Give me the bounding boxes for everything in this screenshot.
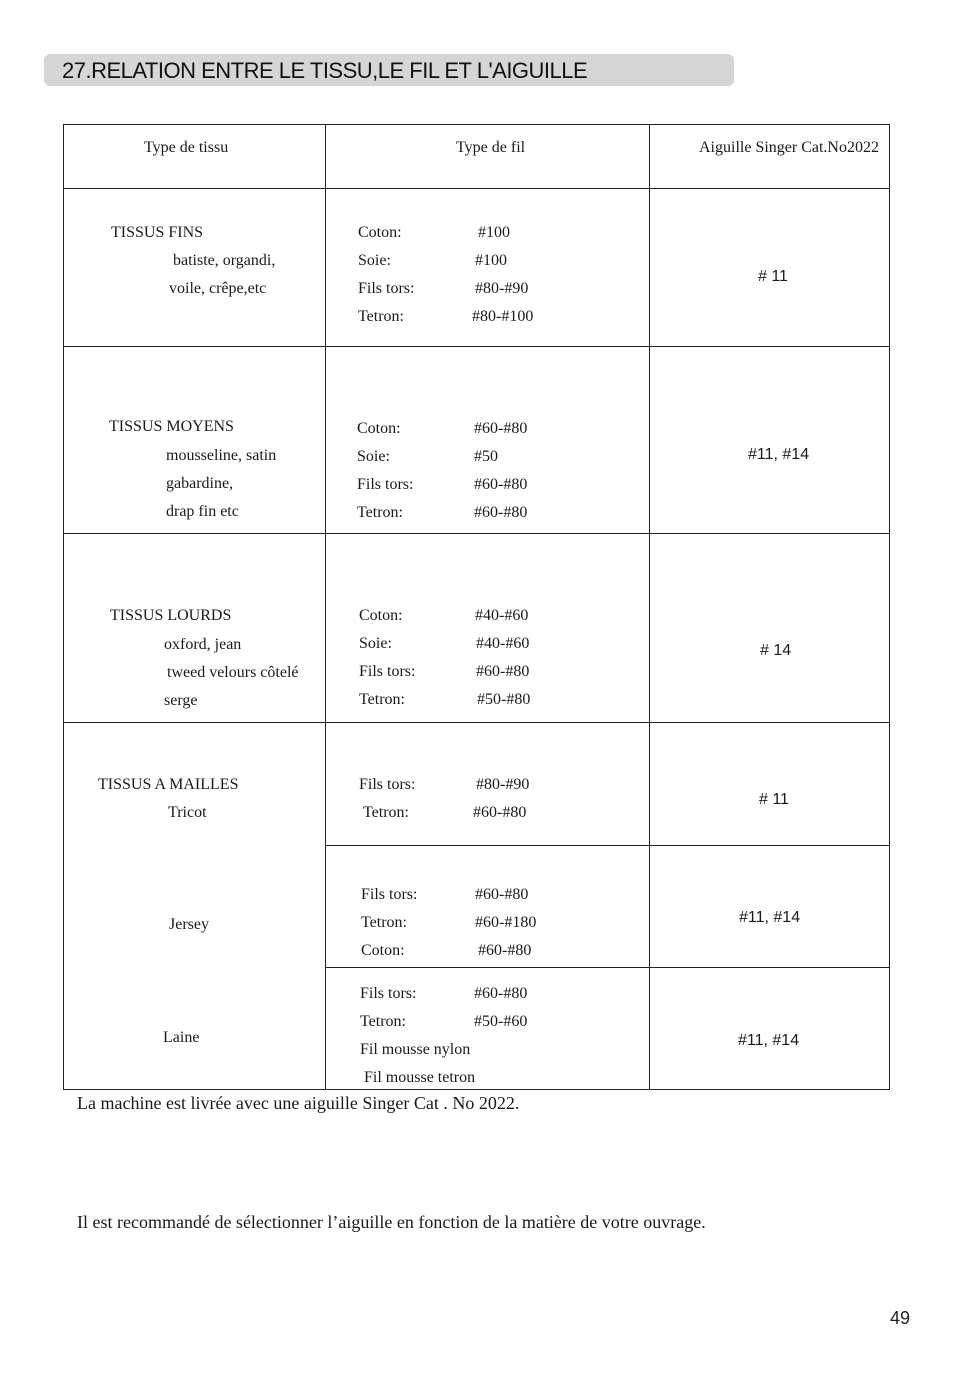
thread-size: #100: [475, 252, 507, 269]
thread-name: Soie:: [359, 635, 392, 652]
thread-size: #60-#80: [474, 476, 528, 493]
fabric-thread-needle-table: [63, 124, 890, 1090]
fabric-example: voile, crêpe,etc: [169, 280, 267, 297]
thread-size: #50: [474, 448, 498, 465]
thread-name: Fil mousse nylon: [360, 1041, 471, 1058]
needle-size: # 14: [760, 642, 792, 659]
fabric-example: serge: [164, 692, 198, 709]
thread-name: Fils tors:: [358, 280, 415, 297]
thread-name: Coton:: [361, 942, 405, 959]
fabric-example: drap fin etc: [166, 503, 239, 520]
thread-name: Coton:: [359, 607, 403, 624]
thread-size: #60-#80: [476, 663, 530, 680]
thread-name: Fils tors:: [360, 985, 417, 1002]
row-divider: [64, 533, 889, 534]
thread-name: Fils tors:: [357, 476, 414, 493]
thread-size: #60-#180: [475, 914, 537, 931]
thread-name: Soie:: [357, 448, 390, 465]
fabric-example: gabardine,: [166, 475, 234, 492]
fabric-example: Tricot: [168, 804, 207, 821]
fabric-type: TISSUS A MAILLES: [98, 776, 239, 793]
thread-name: Tetron:: [360, 1013, 406, 1030]
column-header-fabric: Type de tissu: [144, 139, 229, 156]
needle-size: # 11: [758, 268, 788, 285]
section-header-bar: [44, 54, 734, 86]
thread-size: #60-#80: [474, 504, 528, 521]
fabric-type: TISSUS FINS: [111, 224, 204, 241]
column-divider: [649, 125, 650, 1089]
fabric-example: Laine: [163, 1029, 200, 1046]
thread-size: #50-#60: [474, 1013, 528, 1030]
thread-name: Fil mousse tetron: [364, 1069, 476, 1086]
thread-name: Fils tors:: [361, 886, 418, 903]
thread-name: Tetron:: [359, 691, 405, 708]
thread-size: #60-#80: [475, 886, 529, 903]
column-divider: [325, 125, 326, 1089]
thread-name: Fils tors:: [359, 663, 416, 680]
fabric-type: TISSUS LOURDS: [110, 607, 232, 624]
row-divider: [64, 188, 889, 189]
needle-size: #11, #14: [748, 446, 810, 463]
fabric-example: batiste, organdi,: [173, 252, 276, 269]
needle-size: #11, #14: [738, 1032, 800, 1049]
row-divider: [64, 346, 889, 347]
thread-size: #80-#100: [472, 308, 534, 325]
thread-name: Coton:: [357, 420, 401, 437]
thread-size: #80-#90: [476, 776, 530, 793]
thread-size: #50-#80: [477, 691, 531, 708]
thread-size: #40-#60: [475, 607, 529, 624]
thread-name: Tetron:: [357, 504, 403, 521]
thread-name: Tetron:: [361, 914, 407, 931]
fabric-type: TISSUS MOYENS: [109, 418, 234, 435]
thread-name: Tetron:: [358, 308, 404, 325]
thread-size: #60-#80: [474, 420, 528, 437]
thread-name: Fils tors:: [359, 776, 416, 793]
thread-name: Soie:: [358, 252, 391, 269]
thread-size: #60-#80: [474, 985, 528, 1002]
fabric-example: oxford, jean: [164, 636, 242, 653]
thread-size: #80-#90: [475, 280, 529, 297]
row-divider: [325, 845, 889, 846]
thread-name: Coton:: [358, 224, 402, 241]
column-header-needle: Aiguille Singer Cat.No2022: [699, 139, 879, 156]
thread-size: #100: [478, 224, 510, 241]
fabric-example: tweed velours côtelé: [167, 664, 299, 681]
thread-size: #60-#80: [478, 942, 532, 959]
needle-size: # 11: [759, 791, 789, 808]
page-number: 49: [889, 1308, 910, 1328]
fabric-example: mousseline, satin: [166, 447, 277, 464]
row-divider: [64, 722, 889, 723]
fabric-example: Jersey: [169, 916, 209, 933]
note-needle-recommendation: Il est recommandé de sélectionner l’aiguille en fonction de la matière de votre ouvrage.: [77, 1212, 706, 1232]
thread-size: #40-#60: [476, 635, 530, 652]
section-title: 27.RELATION ENTRE LE TISSU,LE FIL ET L'AIGUILLE: [62, 58, 588, 83]
row-divider: [325, 967, 889, 968]
column-header-thread: Type de fil: [456, 139, 526, 156]
thread-size: #60-#80: [473, 804, 527, 821]
thread-name: Tetron:: [363, 804, 409, 821]
note-supplied-needle: La machine est livrée avec une aiguille Singer Cat . No 2022.: [77, 1093, 520, 1113]
needle-size: #11, #14: [739, 909, 801, 926]
